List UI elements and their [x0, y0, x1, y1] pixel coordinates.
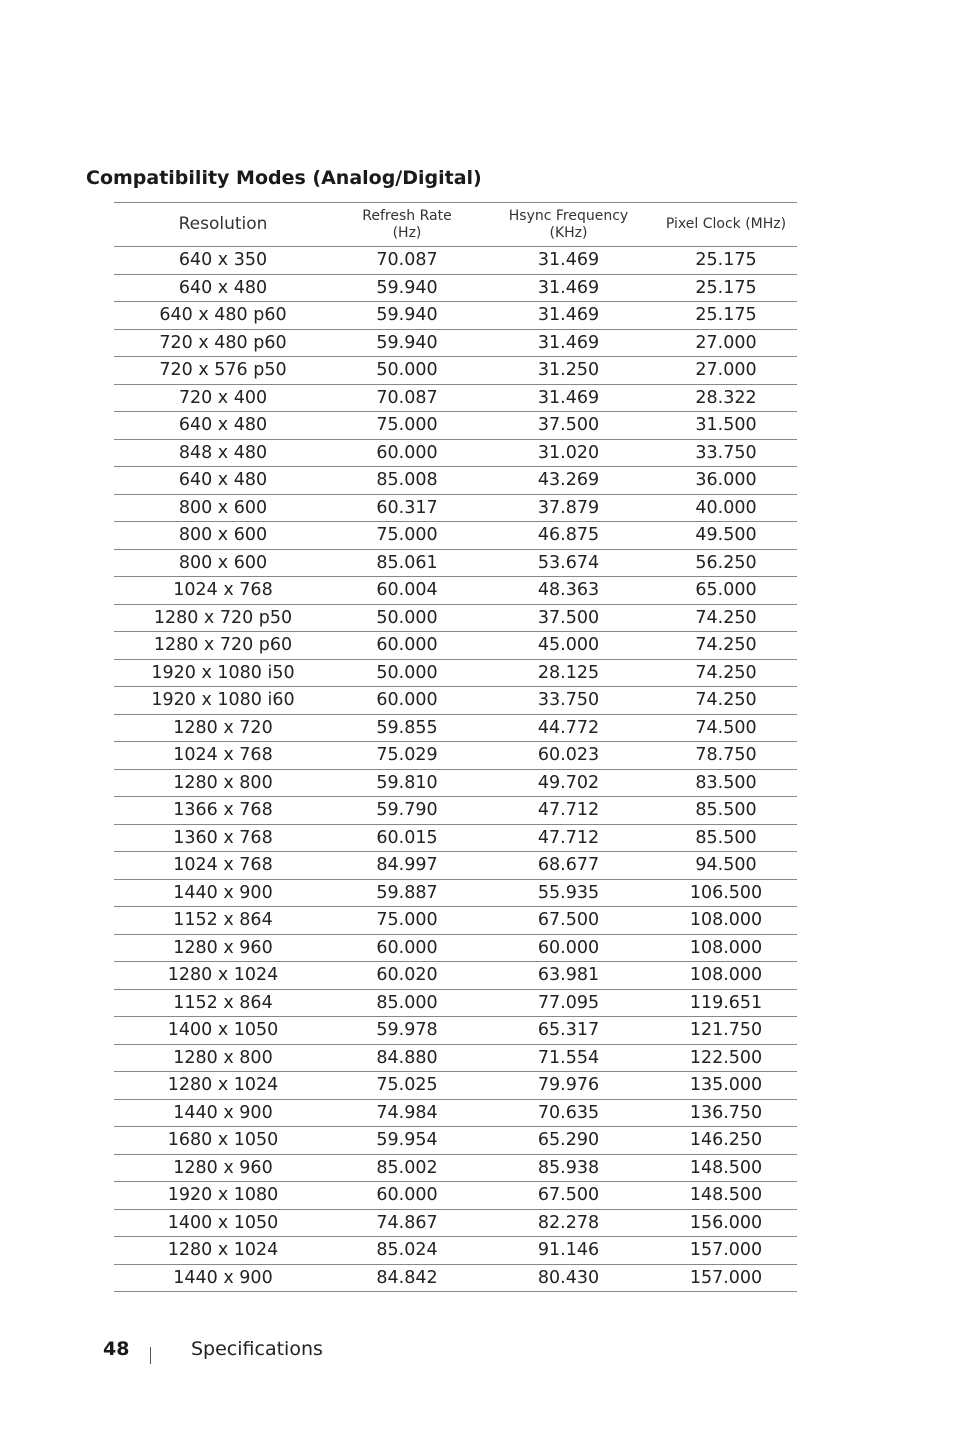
pixel-clock-cell: 135.000: [689, 1075, 763, 1096]
hsync-cell: 31.250: [537, 360, 600, 381]
table-row: [114, 494, 797, 522]
refresh-rate-cell: 85.000: [376, 992, 438, 1013]
resolution-cell: 640 x 480: [178, 470, 268, 491]
header-hsync-frequency: [482, 203, 655, 247]
table-row: [114, 1017, 797, 1045]
table-row: [114, 989, 797, 1017]
hsync-cell: 47.712: [537, 800, 600, 821]
resolution-cell: 1280 x 720: [173, 717, 273, 738]
pixel-clock-cell: 121.750: [689, 1020, 763, 1041]
resolution-cell: 640 x 480 p60: [159, 305, 287, 326]
table-row: [114, 852, 797, 880]
pixel-clock-cell: 27.000: [695, 332, 757, 353]
pixel-clock-cell: 157.000: [689, 1267, 763, 1288]
page-number: 48: [103, 1338, 130, 1360]
pixel-clock-cell: 108.000: [689, 937, 763, 958]
refresh-rate-cell: 60.020: [376, 965, 438, 986]
hsync-cell: 63.981: [537, 965, 600, 986]
table-row: [114, 1099, 797, 1127]
hsync-cell: 67.500: [537, 1185, 600, 1206]
pixel-clock-cell: 94.500: [695, 855, 757, 876]
hsync-cell: 31.469: [537, 250, 600, 271]
hsync-cell: 53.674: [537, 552, 600, 573]
resolution-cell: 1400 x 1050: [167, 1020, 279, 1041]
hsync-cell: 80.430: [537, 1267, 600, 1288]
table-row: [114, 467, 797, 495]
refresh-rate-cell: 59.790: [376, 800, 438, 821]
refresh-rate-cell: 85.061: [376, 552, 438, 573]
hsync-cell: 60.000: [537, 937, 600, 958]
pixel-clock-cell: 40.000: [695, 497, 757, 518]
refresh-rate-cell: 59.940: [376, 332, 438, 353]
header-hsync-line1: Hsync Frequency: [508, 207, 629, 224]
pixel-clock-cell: 74.250: [695, 635, 757, 656]
resolution-cell: 800 x 600: [178, 552, 268, 573]
resolution-cell: 1152 x 864: [173, 910, 273, 931]
hsync-cell: 37.500: [537, 607, 600, 628]
resolution-cell: 1024 x 768: [173, 745, 273, 766]
table-row: [114, 742, 797, 770]
resolution-cell: 1280 x 1024: [167, 1240, 279, 1261]
pixel-clock-cell: 106.500: [689, 882, 763, 903]
table-row: [114, 1264, 797, 1292]
refresh-rate-cell: 75.025: [376, 1075, 438, 1096]
table-row: [114, 879, 797, 907]
hsync-cell: 31.469: [537, 332, 600, 353]
hsync-cell: 60.023: [537, 745, 600, 766]
table-row: [114, 604, 797, 632]
refresh-rate-cell: 50.000: [376, 607, 438, 628]
resolution-cell: 1280 x 1024: [167, 965, 279, 986]
hsync-cell: 77.095: [537, 992, 600, 1013]
resolution-cell: 1280 x 720 p60: [153, 635, 293, 656]
refresh-rate-cell: 84.997: [376, 855, 438, 876]
hsync-cell: 82.278: [537, 1212, 600, 1233]
refresh-rate-cell: 84.842: [376, 1267, 438, 1288]
resolution-cell: 1152 x 864: [173, 992, 273, 1013]
hsync-cell: 46.875: [537, 525, 600, 546]
hsync-cell: 79.976: [537, 1075, 600, 1096]
resolution-cell: 1280 x 960: [173, 1157, 273, 1178]
hsync-cell: 71.554: [537, 1047, 600, 1068]
hsync-cell: 37.879: [537, 497, 600, 518]
refresh-rate-cell: 70.087: [376, 387, 438, 408]
hsync-cell: 31.020: [537, 442, 600, 463]
pixel-clock-cell: 122.500: [689, 1047, 763, 1068]
resolution-cell: 1920 x 1080 i60: [151, 690, 295, 711]
pixel-clock-cell: 56.250: [695, 552, 757, 573]
refresh-rate-cell: 59.887: [376, 882, 438, 903]
resolution-cell: 720 x 400: [178, 387, 268, 408]
hsync-cell: 49.702: [537, 772, 600, 793]
table-row: [114, 274, 797, 302]
resolution-cell: 1440 x 900: [173, 1267, 273, 1288]
footer-section-label: Specifications: [191, 1338, 323, 1360]
table-row: [114, 357, 797, 385]
resolution-cell: 640 x 350: [178, 250, 268, 271]
header-refresh-rate-line2: (Hz): [392, 224, 422, 241]
resolution-cell: 720 x 576 p50: [159, 360, 287, 381]
resolution-cell: 1366 x 768: [173, 800, 273, 821]
pixel-clock-cell: 108.000: [689, 965, 763, 986]
hsync-cell: 44.772: [537, 717, 600, 738]
hsync-cell: 43.269: [537, 470, 600, 491]
table-row: [114, 549, 797, 577]
resolution-cell: 640 x 480: [178, 415, 268, 436]
pixel-clock-cell: 25.175: [695, 277, 757, 298]
table-row: [114, 824, 797, 852]
resolution-cell: 1280 x 960: [173, 937, 273, 958]
pixel-clock-cell: 25.175: [695, 250, 757, 271]
pixel-clock-cell: 49.500: [695, 525, 757, 546]
pixel-clock-cell: 146.250: [689, 1130, 763, 1151]
resolution-cell: 1280 x 800: [173, 772, 273, 793]
refresh-rate-cell: 60.000: [376, 442, 438, 463]
refresh-rate-cell: 85.008: [376, 470, 438, 491]
table-row: [114, 412, 797, 440]
hsync-cell: 47.712: [537, 827, 600, 848]
hsync-cell: 70.635: [537, 1102, 600, 1123]
table-row: [114, 329, 797, 357]
refresh-rate-cell: 59.940: [376, 277, 438, 298]
resolution-cell: 1920 x 1080 i50: [151, 662, 295, 683]
resolution-cell: 1440 x 900: [173, 882, 273, 903]
resolution-cell: 1280 x 720 p50: [153, 607, 293, 628]
table-row: [114, 1182, 797, 1210]
section-title: Compatibility Modes (Analog/Digital): [86, 167, 482, 189]
refresh-rate-cell: 59.954: [376, 1130, 438, 1151]
resolution-cell: 1680 x 1050: [167, 1130, 279, 1151]
pixel-clock-cell: 36.000: [695, 470, 757, 491]
resolution-cell: 800 x 600: [178, 497, 268, 518]
resolution-cell: 800 x 600: [178, 525, 268, 546]
table-row: [114, 302, 797, 330]
pixel-clock-cell: 108.000: [689, 910, 763, 931]
table-row: [114, 1154, 797, 1182]
hsync-cell: 31.469: [537, 277, 600, 298]
table-row: [114, 577, 797, 605]
refresh-rate-cell: 59.855: [376, 717, 438, 738]
refresh-rate-cell: 59.978: [376, 1020, 438, 1041]
header-hsync-line2: (KHz): [549, 224, 588, 241]
pixel-clock-cell: 119.651: [689, 992, 763, 1013]
resolution-cell: 1280 x 1024: [167, 1075, 279, 1096]
table-row: [114, 714, 797, 742]
pixel-clock-cell: 74.500: [695, 717, 757, 738]
table-row: [114, 439, 797, 467]
resolution-cell: 640 x 480: [178, 277, 268, 298]
refresh-rate-cell: 60.000: [376, 937, 438, 958]
pixel-clock-cell: 156.000: [689, 1212, 763, 1233]
pixel-clock-cell: 74.250: [695, 607, 757, 628]
hsync-cell: 68.677: [537, 855, 600, 876]
pixel-clock-cell: 25.175: [695, 305, 757, 326]
refresh-rate-cell: 75.000: [376, 910, 438, 931]
table-row: [114, 247, 797, 275]
pixel-clock-cell: 148.500: [689, 1185, 763, 1206]
pixel-clock-cell: 74.250: [695, 690, 757, 711]
pixel-clock-cell: 28.322: [695, 387, 757, 408]
table-row: [114, 907, 797, 935]
hsync-cell: 28.125: [537, 662, 600, 683]
resolution-cell: 848 x 480: [178, 442, 268, 463]
refresh-rate-cell: 50.000: [376, 360, 438, 381]
hsync-cell: 31.469: [537, 387, 600, 408]
refresh-rate-cell: 60.000: [376, 635, 438, 656]
pixel-clock-cell: 27.000: [695, 360, 757, 381]
refresh-rate-cell: 60.004: [376, 580, 438, 601]
resolution-cell: 1024 x 768: [173, 855, 273, 876]
hsync-cell: 85.938: [537, 1157, 600, 1178]
table-row: [114, 632, 797, 660]
resolution-cell: 1440 x 900: [173, 1102, 273, 1123]
refresh-rate-cell: 50.000: [376, 662, 438, 683]
pixel-clock-cell: 148.500: [689, 1157, 763, 1178]
compatibility-modes-table: [114, 202, 797, 1292]
refresh-rate-cell: 74.867: [376, 1212, 438, 1233]
refresh-rate-cell: 75.029: [376, 745, 438, 766]
resolution-cell: 720 x 480 p60: [159, 332, 287, 353]
refresh-rate-cell: 70.087: [376, 250, 438, 271]
table-row: [114, 384, 797, 412]
footer-separator: [150, 1347, 151, 1364]
refresh-rate-cell: 85.024: [376, 1240, 438, 1261]
refresh-rate-cell: 59.810: [376, 772, 438, 793]
pixel-clock-cell: 157.000: [689, 1240, 763, 1261]
header-refresh-rate: [332, 203, 482, 247]
hsync-cell: 65.317: [537, 1020, 600, 1041]
table-row: [114, 1127, 797, 1155]
refresh-rate-cell: 74.984: [376, 1102, 438, 1123]
refresh-rate-cell: 75.000: [376, 415, 438, 436]
refresh-rate-cell: 75.000: [376, 525, 438, 546]
pixel-clock-cell: 33.750: [695, 442, 757, 463]
table-header-row: [114, 203, 797, 247]
resolution-cell: 1400 x 1050: [167, 1212, 279, 1233]
table-row: [114, 934, 797, 962]
table-row: [114, 659, 797, 687]
pixel-clock-cell: 85.500: [695, 827, 757, 848]
table-row: [114, 962, 797, 990]
hsync-cell: 33.750: [537, 690, 600, 711]
table-row: [114, 687, 797, 715]
table-row: [114, 769, 797, 797]
header-resolution: Resolution: [178, 214, 268, 234]
resolution-cell: 1920 x 1080: [167, 1185, 279, 1206]
refresh-rate-cell: 84.880: [376, 1047, 438, 1068]
refresh-rate-cell: 60.000: [376, 1185, 438, 1206]
hsync-cell: 48.363: [537, 580, 600, 601]
table-row: [114, 522, 797, 550]
pixel-clock-cell: 136.750: [689, 1102, 763, 1123]
hsync-cell: 37.500: [537, 415, 600, 436]
hsync-cell: 91.146: [537, 1240, 600, 1261]
refresh-rate-cell: 85.002: [376, 1157, 438, 1178]
pixel-clock-cell: 74.250: [695, 662, 757, 683]
pixel-clock-cell: 85.500: [695, 800, 757, 821]
hsync-cell: 45.000: [537, 635, 600, 656]
table-row: [114, 1044, 797, 1072]
pixel-clock-cell: 31.500: [695, 415, 757, 436]
pixel-clock-cell: 83.500: [695, 772, 757, 793]
header-refresh-rate-line1: Refresh Rate: [362, 207, 452, 224]
resolution-cell: 1024 x 768: [173, 580, 273, 601]
refresh-rate-cell: 60.015: [376, 827, 438, 848]
hsync-cell: 65.290: [537, 1130, 600, 1151]
pixel-clock-cell: 65.000: [695, 580, 757, 601]
refresh-rate-cell: 59.940: [376, 305, 438, 326]
refresh-rate-cell: 60.317: [376, 497, 438, 518]
hsync-cell: 31.469: [537, 305, 600, 326]
table-row: [114, 797, 797, 825]
resolution-cell: 1360 x 768: [173, 827, 273, 848]
header-pixel-clock: Pixel Clock (MHz): [665, 216, 787, 232]
table-row: [114, 1237, 797, 1265]
table-row: [114, 1209, 797, 1237]
table-row: [114, 1072, 797, 1100]
hsync-cell: 67.500: [537, 910, 600, 931]
hsync-cell: 55.935: [537, 882, 600, 903]
refresh-rate-cell: 60.000: [376, 690, 438, 711]
resolution-cell: 1280 x 800: [173, 1047, 273, 1068]
pixel-clock-cell: 78.750: [695, 745, 757, 766]
